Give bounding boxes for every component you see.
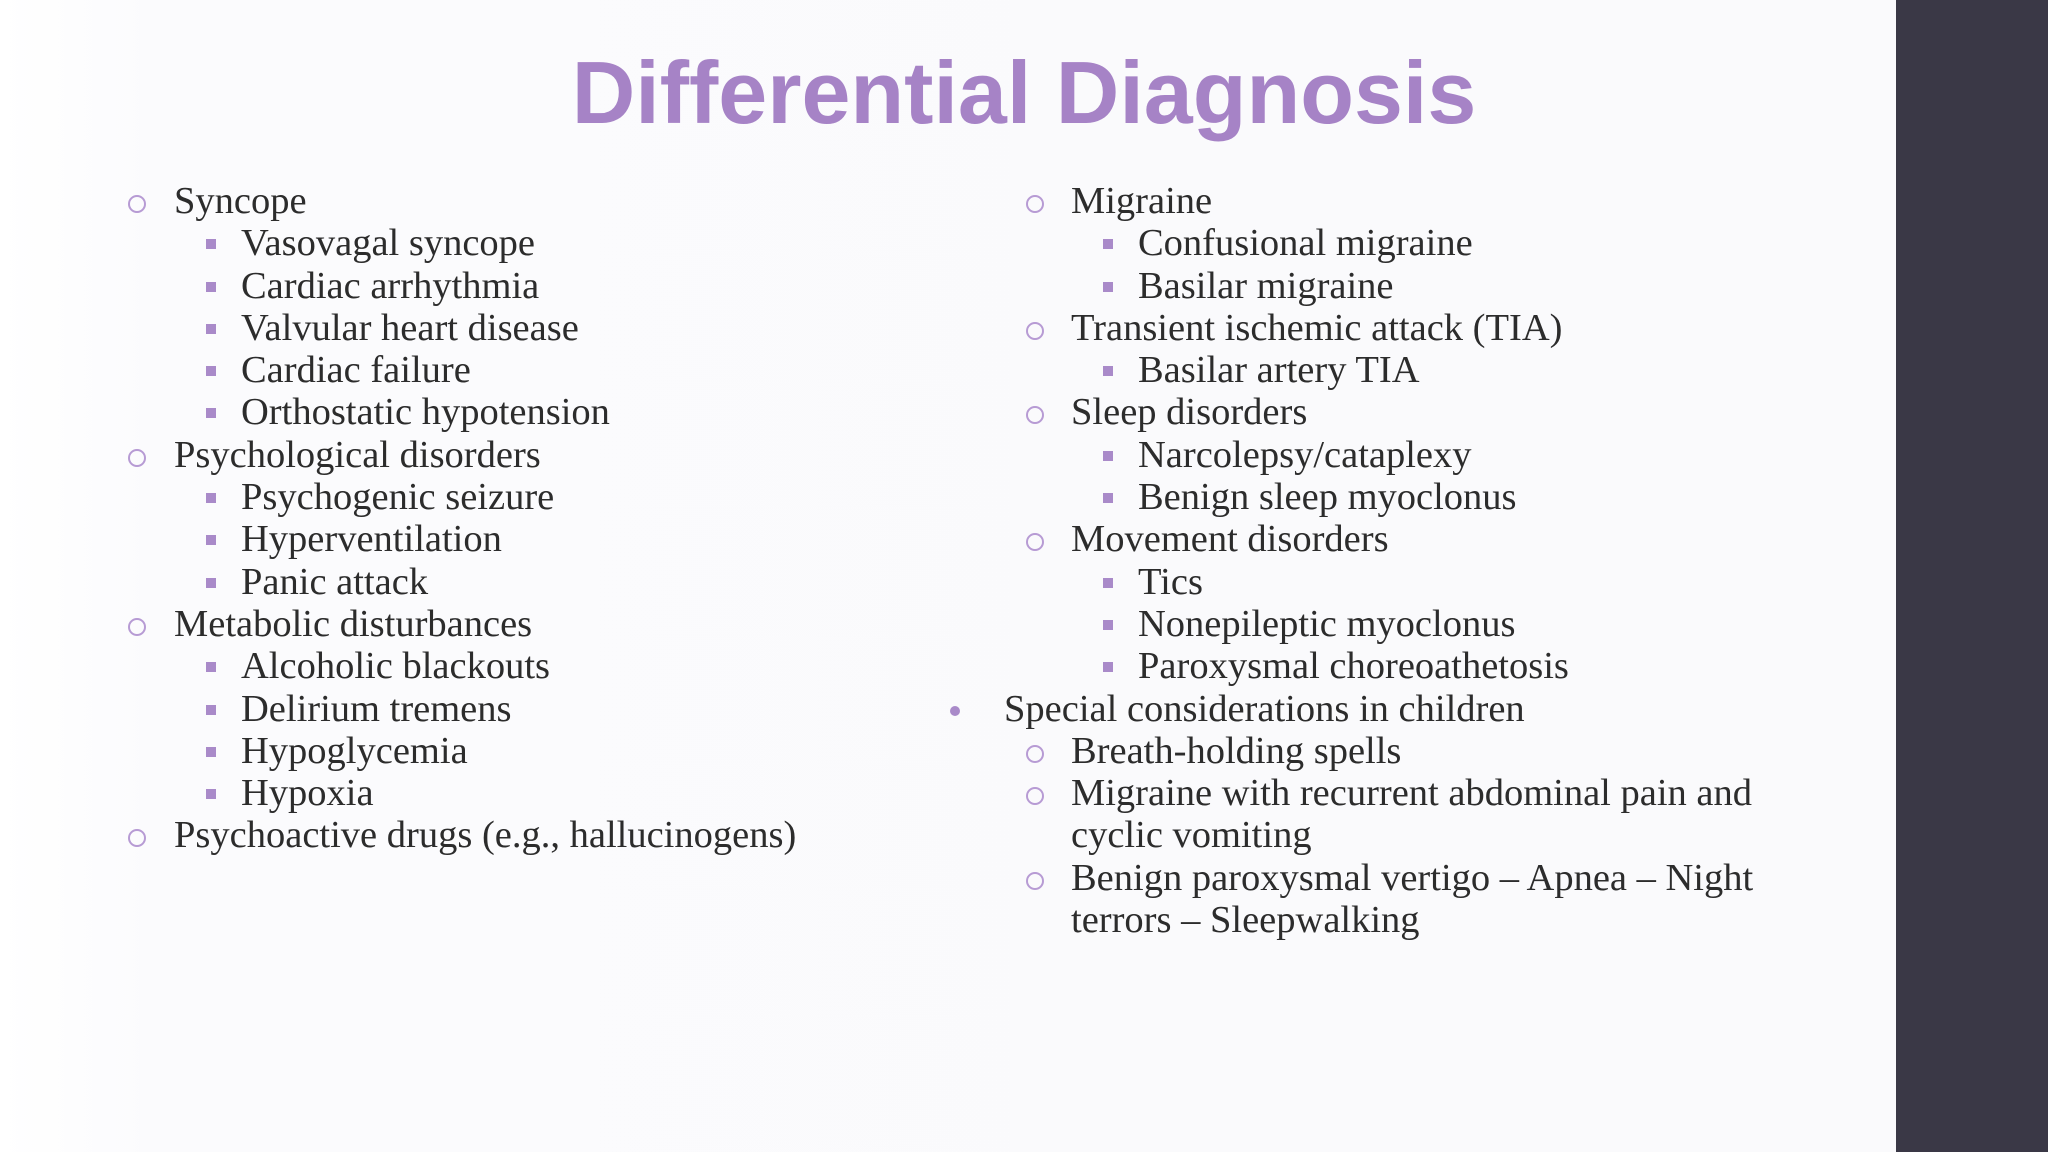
list-item-text: Psychoactive drugs (e.g., hallucinogens) [174, 814, 797, 857]
sub-list-item-text: Cardiac failure [241, 349, 471, 392]
list-item-text: Breath-holding spells [1071, 729, 1402, 772]
sub-list-item-text: Hypoglycemia [241, 729, 468, 772]
square-bullet-icon [1103, 662, 1113, 672]
hollow-circle-bullet-icon [1026, 533, 1044, 551]
sub-list-item [0, 561, 1896, 603]
round-bullet-icon [950, 706, 960, 716]
list-item-text: Benign paroxysmal vertigo – Apnea – Night [1071, 856, 1754, 899]
sub-list-item [0, 222, 1896, 264]
sub-list-item-text: Orthostatic hypotension [241, 391, 610, 434]
right-column-list [0, 180, 1896, 941]
list-item-text: Psychological disorders [174, 433, 541, 476]
list-item-heading-text: Special considerations in children [1004, 687, 1525, 730]
hollow-circle-bullet-icon [1026, 872, 1044, 890]
square-bullet-icon [1103, 493, 1113, 503]
sub-list-item [0, 476, 1896, 518]
sub-list-item-text: Basilar artery TIA [1138, 349, 1420, 392]
sub-list-item [0, 265, 1896, 307]
sub-list-item-text: Alcoholic blackouts [241, 645, 550, 688]
dark-sidebar-panel [1896, 0, 2048, 1152]
hollow-circle-bullet-icon [1026, 195, 1044, 213]
sub-list-item-text: Cardiac arrhythmia [241, 264, 540, 307]
list-item [0, 518, 1896, 560]
list-item-heading [0, 688, 1896, 730]
sub-list-item-text: Paroxysmal choreoathetosis [1138, 645, 1569, 688]
list-item-text: Sleep disorders [1071, 391, 1308, 434]
sub-list-item-text: Vasovagal syncope [241, 222, 536, 265]
square-bullet-icon [1103, 578, 1113, 588]
square-bullet-icon [1103, 282, 1113, 292]
sub-list-item-text: Psychogenic seizure [241, 476, 555, 519]
sub-list-item-text: Basilar migraine [1138, 264, 1394, 307]
sub-list-item-text: Narcolepsy/cataplexy [1138, 433, 1472, 476]
sub-list-item [0, 434, 1896, 476]
square-bullet-icon [1103, 620, 1113, 630]
list-item-continuation-text: cyclic vomiting [1071, 814, 1312, 857]
hollow-circle-bullet-icon [1026, 745, 1044, 763]
list-item-text: Migraine [1071, 180, 1213, 222]
sub-list-item-text: Panic attack [241, 560, 429, 603]
list-item-text: Metabolic disturbances [174, 602, 533, 645]
list-item-text: Migraine with recurrent abdominal pain and [1071, 772, 1753, 815]
list-item-continuation-text: terrors – Sleepwalking [1071, 899, 1420, 942]
sub-list-item-text: Tics [1138, 560, 1203, 603]
list-item-text: Movement disorders [1071, 518, 1389, 561]
list-item-continuation [0, 814, 1896, 856]
hollow-circle-bullet-icon [1026, 787, 1044, 805]
square-bullet-icon [1103, 451, 1113, 461]
list-item [0, 180, 1896, 222]
sub-list-item-text: Nonepileptic myoclonus [1138, 602, 1516, 645]
hollow-circle-bullet-icon [1026, 322, 1044, 340]
sub-list-item-text: Benign sleep myoclonus [1138, 476, 1517, 519]
list-item [0, 730, 1896, 772]
sub-list-item [0, 645, 1896, 687]
sub-list-item-text: Hyperventilation [241, 518, 502, 561]
slide-title: Differential Diagnosis [571, 43, 1477, 142]
sub-list-item [0, 349, 1896, 391]
sub-list-item-text: Confusional migraine [1138, 222, 1473, 265]
sub-list-item [0, 603, 1896, 645]
list-item [0, 391, 1896, 433]
list-item [0, 857, 1896, 899]
square-bullet-icon [1103, 239, 1113, 249]
sub-list-item-text: Hypoxia [241, 772, 374, 815]
list-item-continuation [0, 899, 1896, 941]
hollow-circle-bullet-icon [1026, 406, 1044, 424]
list-item-text: Syncope [174, 180, 307, 222]
sub-list-item-text: Valvular heart disease [241, 306, 579, 349]
sub-list-item-text: Delirium tremens [241, 687, 512, 730]
square-bullet-icon [1103, 366, 1113, 376]
list-item-text: Transient ischemic attack (TIA) [1071, 306, 1563, 349]
list-item [0, 772, 1896, 814]
list-item [0, 307, 1896, 349]
